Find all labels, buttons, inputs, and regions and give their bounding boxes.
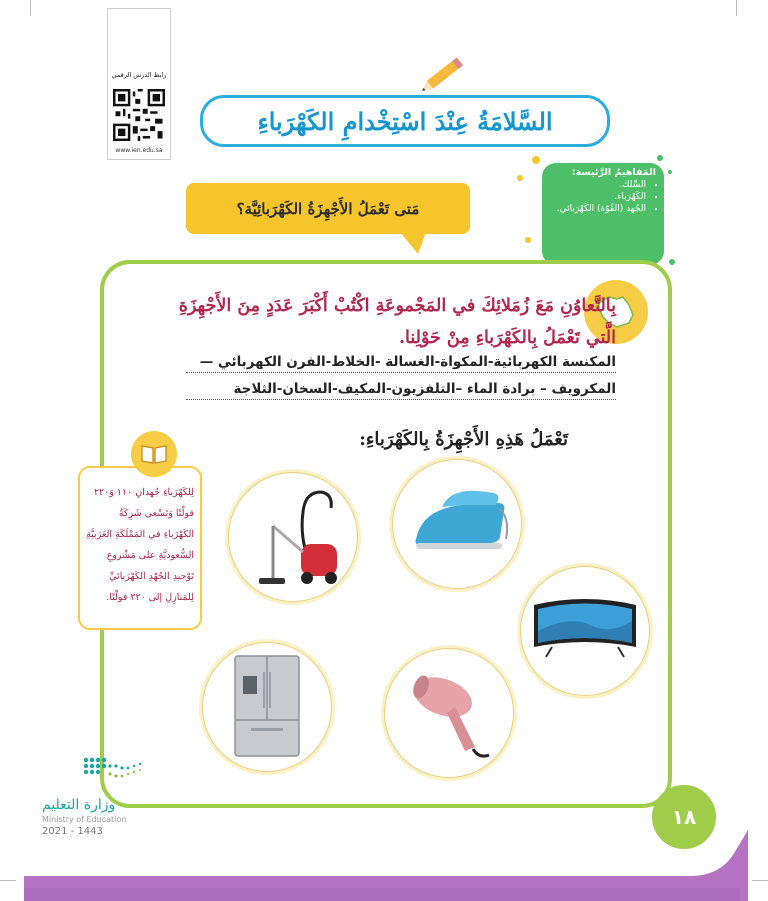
question-bubble [186,183,470,234]
book-badge [131,431,177,477]
concepts-list [550,179,656,215]
vacuum-image [228,472,358,602]
answer-line[interactable]: المكنسة الكهربائية-المكواة-الغسالة -الخلاط-الفرن الكهربائي — [186,354,616,373]
iron-icon [402,479,512,569]
crop-mark [30,0,31,16]
lesson-title: السَّلامَةُ عِنْدَ اسْتِخْدامِ الكَهْرَباءِ [257,106,553,136]
ministry-emblem-icon [42,752,152,794]
concepts-heading: المَفاهيمُ الرَّئيسة: [571,167,656,178]
bottom-band [0,820,768,901]
question-text: مَتى تَعْمَلُ الأَجْهِزَةُ الكَهْرَبائِيَّة؟ [236,199,420,218]
answer-line[interactable]: المكرويف – برادة الماء –التلفزيون-المكيف-السخان-الثلاجة [186,381,616,400]
qr-label: رابط الدرس الرقمي [111,71,167,79]
iron-image [392,459,522,589]
info-text: لِلكَهْرَباءِ جُهدانِ ١١٠ وَ٢٢٠ فولْتًا وَتَسْعى شَرِكَةُ الكَهْرَباءِ في المَمْلَكَةِ العَرَبيَّةِ السُّعوديَّةِ على مَشْروعِ تَوْحيدِ الجُهْدِ الكَهْرَبائيِّ لِلمَنازِلِ إلى ٢٢٠ فولْتًا. [86,487,194,603]
vacuum-cleaner-icon [243,482,343,592]
crop-mark [736,0,737,16]
concept-item: • السِّلك. [550,179,646,191]
key-concepts-card [542,163,664,265]
qr-panel [107,8,171,160]
pencil-icon [420,50,470,96]
lesson-title-banner [200,95,610,147]
concept-item: • الكَهْرَباء. [550,191,646,203]
hair-dryer-icon [399,663,499,763]
info-box [78,466,202,630]
edition-year: 2021 - 1443 [42,826,103,837]
fridge-image [202,642,332,772]
open-book-icon [140,443,168,465]
hair-dryer-image [384,648,514,778]
qr-code[interactable] [113,89,165,141]
tv-image [520,566,650,696]
page-number: ١٨ [652,785,716,849]
works-heading: تَعْمَلُ هَذِهِ الأَجْهِزَةُ بِالكَهْرَباءِ: [359,429,568,450]
question-tail [400,232,426,254]
qr-url[interactable]: www.ien.edu.sa [115,147,163,154]
activity-instruction: بِالتَّعاوُنِ مَعَ زُمَلائِكَ في المَجْموعَةِ اكْتُبْ أَكْبَرَ عَدَدٍ مِنَ الأَجْهِزَةِ الَّتي تَعْمَلُ بِالكَهْرَباءِ مِنْ حَوْلِنا. [178,296,616,348]
refrigerator-icon [227,652,307,762]
concept-item: • الجُهد (القُوّة) الكَهْرَبائي. [550,203,646,215]
ministry-name-en: Ministry of Education [42,815,127,824]
ministry-name-ar: وزارة التعليم [42,797,116,813]
tv-icon [530,591,640,671]
